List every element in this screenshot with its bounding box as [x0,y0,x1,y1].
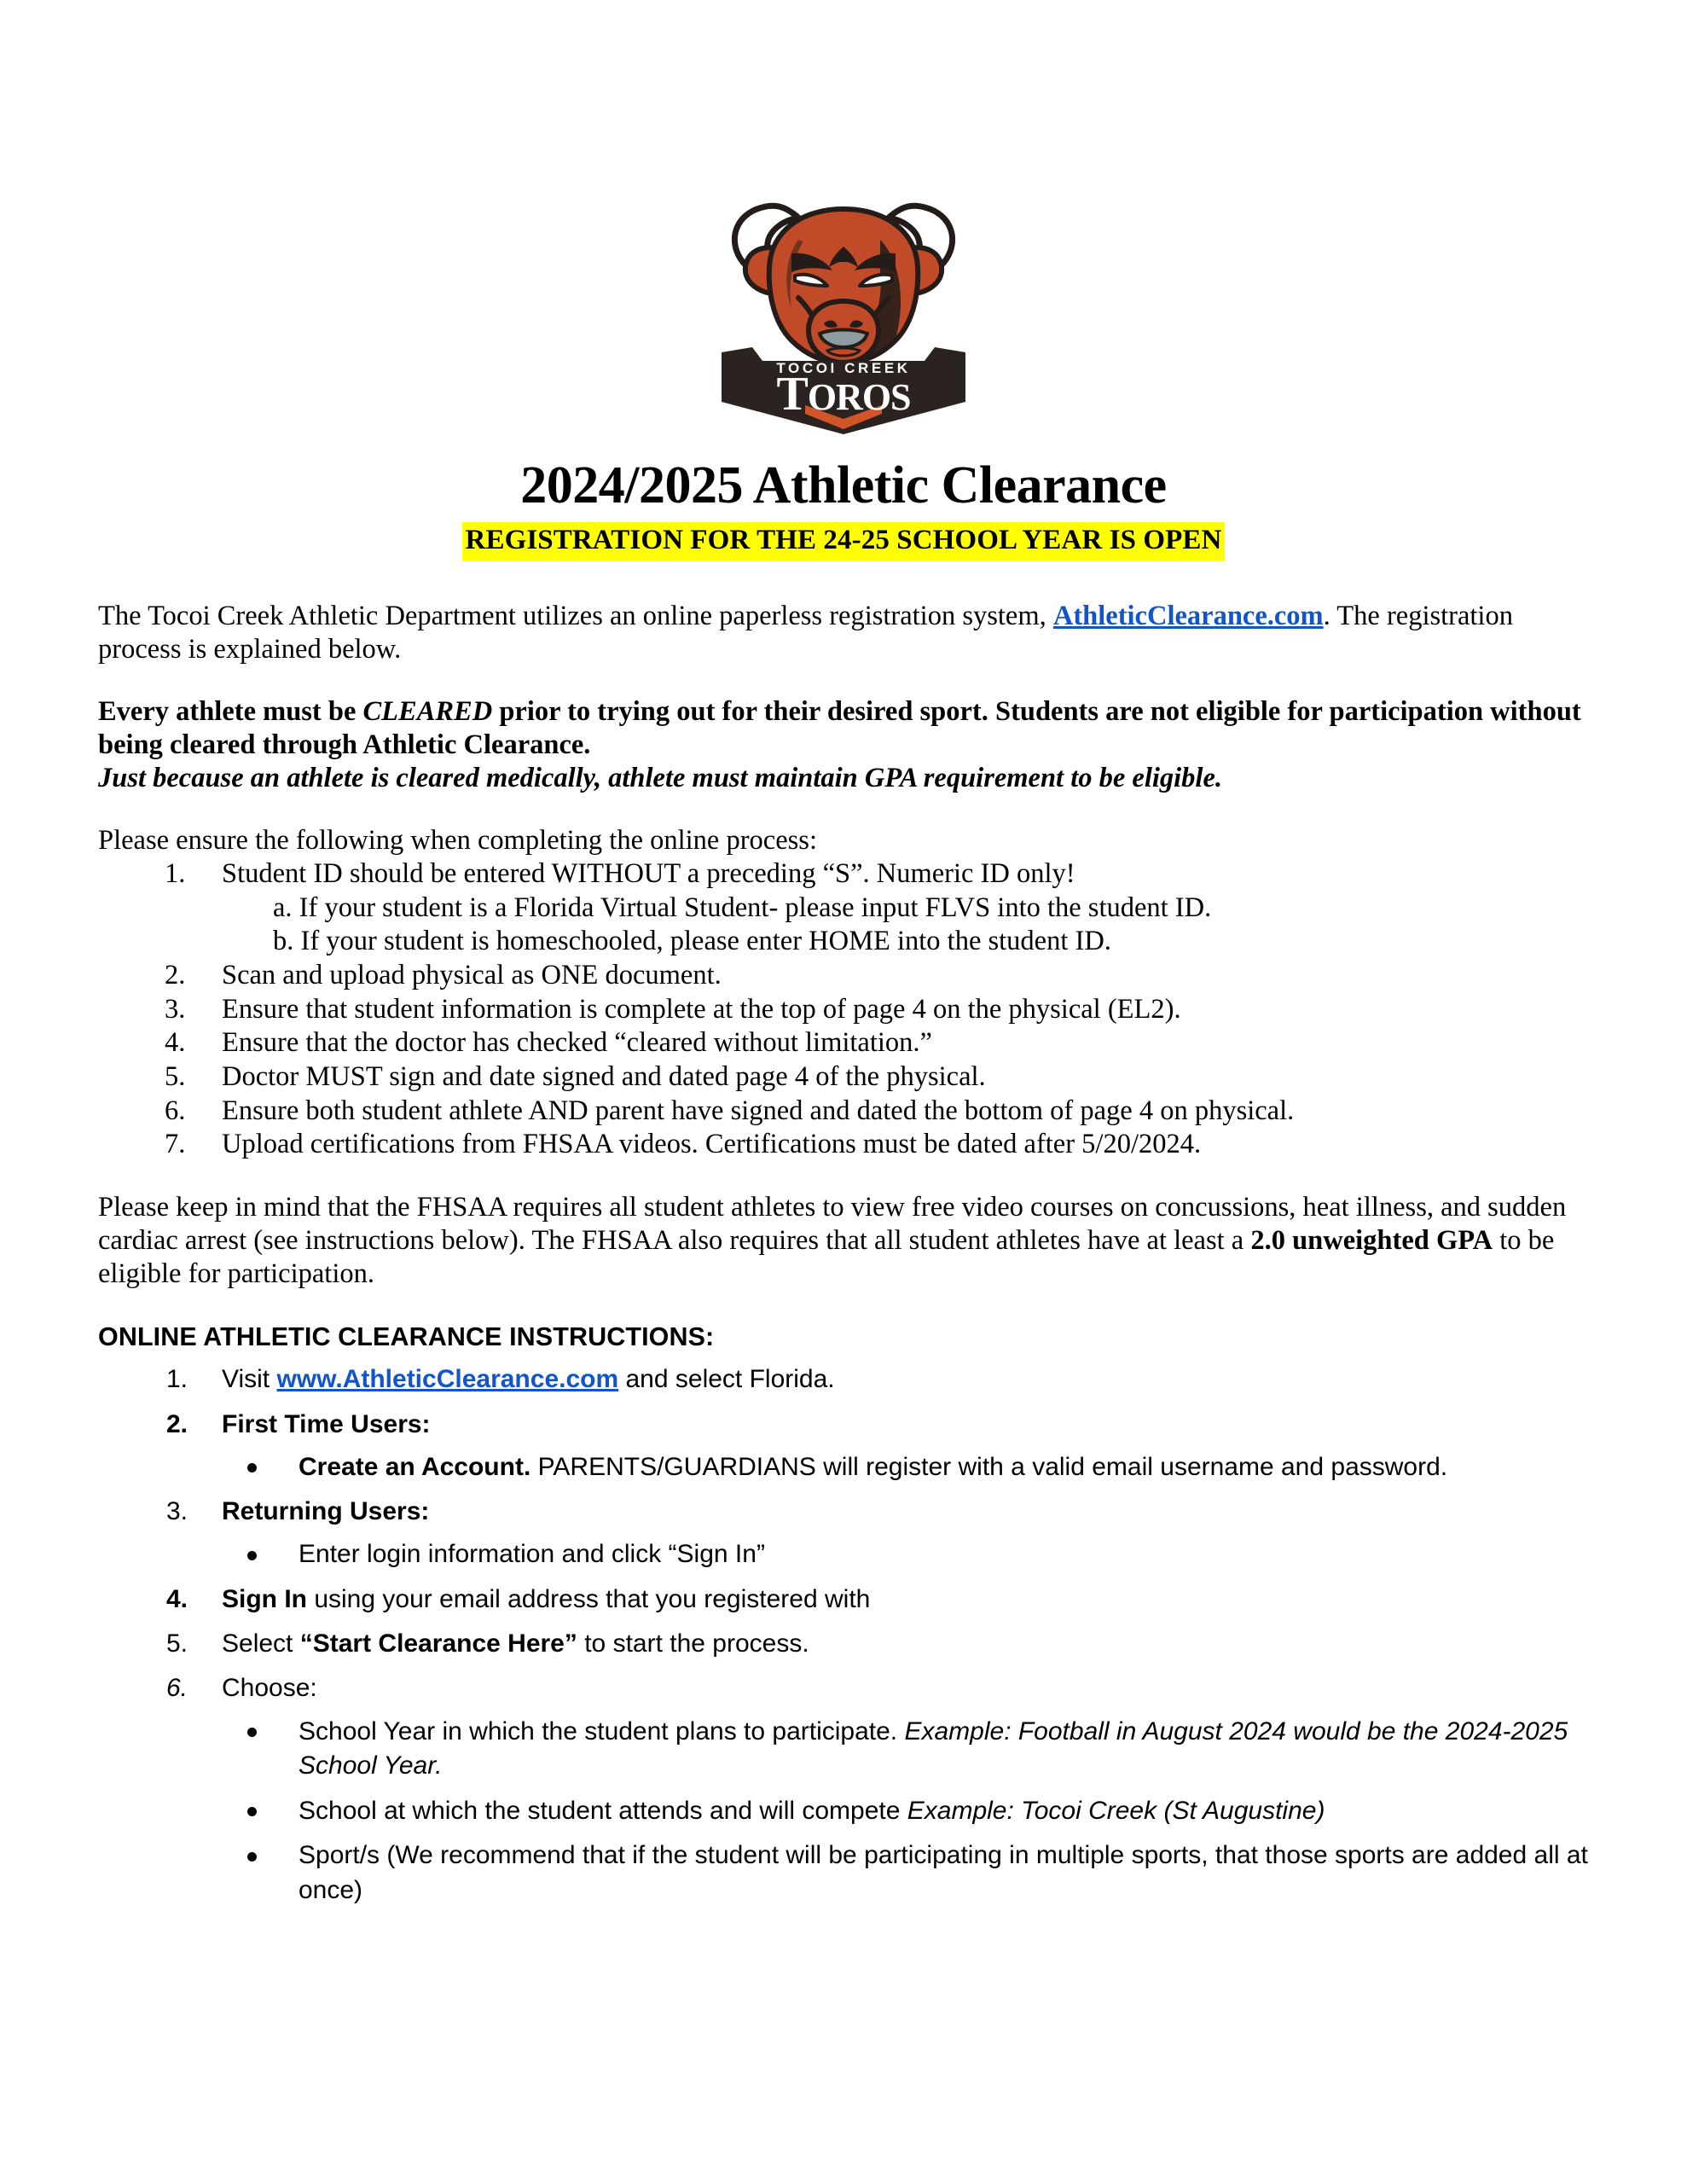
emphasis-1a: Every athlete must be [98,696,363,728]
instructions-section [98,1320,1589,1908]
checklist-num-4: 4. [165,1027,186,1059]
logo-container [98,0,1589,439]
instructions-heading: ONLINE ATHLETIC CLEARANCE INSTRUCTIONS: [98,1321,715,1351]
checklist-block [98,824,1589,1162]
athleticclearance-link[interactable]: AthleticClearance.com [1052,601,1324,632]
create-account-label: Create an Account. [299,1452,531,1481]
checklist-num-3: 3. [165,993,186,1025]
checklist-list [98,857,1589,1162]
choose-bullet-sports [222,1838,1589,1908]
instructions-num-6: 6. [166,1674,188,1703]
checklist-item-7 [98,1128,1589,1162]
checklist-subitem-b [98,925,1589,959]
logo-small-text: TOCOI CREEK [776,360,911,376]
bullet-dot-icon [247,1728,257,1737]
select-pre: Select [222,1629,300,1658]
checklist-text-7: Upload certifications from FHSAA videos. Certifications must be dated after 5/20/2024. [222,1129,1202,1160]
instructions-item-5 [98,1627,1589,1661]
school-plain: School at which the student attends and will compete [299,1796,907,1825]
intro-text-part2: . The registration process is explained below. [98,601,1513,665]
instructions-item1-post: and select Florida. [618,1365,835,1394]
enter-login-bullet [222,1537,1589,1572]
checklist-text-5: Doctor MUST sign and date signed and dated page 4 of the physical. [222,1060,986,1092]
choose-bullet-school [222,1794,1589,1829]
select-post: to start the process. [577,1629,809,1658]
checklist-num-7: 7. [165,1129,186,1160]
checklist-lead: Please ensure the following when completing the online process: [98,825,817,857]
bullet-dot-icon [247,1551,257,1560]
checklist-num-1: 1. [165,858,186,890]
start-clearance-here-label: “Start Clearance Here” [299,1629,577,1658]
first-time-users-bullets [222,1450,1589,1485]
bullet-dot-icon [247,1463,257,1472]
logo-big-text: TOROS [776,368,911,421]
choose-label: Choose: [222,1674,317,1703]
instructions-item-1 [98,1362,1589,1397]
instructions-num-5: 5. [166,1629,188,1658]
checklist-num-6: 6. [165,1095,186,1126]
fhsaa-part2: to be eligible for participation. [98,1224,1555,1289]
checklist-item-1 [98,857,1589,892]
sports-plain: Sport/s (We recommend that if the student will be participating in multiple sports, that those sports are added all at once) [299,1841,1588,1904]
emphasis-line-2: Just because an athlete is cleared medically, athlete must maintain GPA requirement to be eligible. [98,763,1222,794]
choose-bullets [222,1715,1589,1908]
instructions-item-3 [98,1495,1589,1572]
intro-text-part1: The Tocoi Creek Athletic Department utilizes an online paperless registration system, [98,601,1053,632]
page-title: 2024/2025 Athletic Clearance [520,456,1167,514]
emphasis-block [98,695,1589,795]
checklist-subitem-a-text: a. If your student is a Florida Virtual Student- please input FLVS into the student ID. [273,892,1212,923]
instructions-item-6 [98,1671,1589,1908]
emphasis-1b: prior to trying out for their desired sport. Students are not eligible for participation without being cleared through Athletic Clearance. [98,696,1581,761]
checklist-text-6: Ensure both student athlete AND parent have signed and dated the bottom of page 4 on physical. [222,1095,1295,1126]
checklist-subitem-b-text: b. If your student is homeschooled, please enter HOME into the student ID. [273,926,1111,957]
fhsaa-part1: Please keep in mind that the FHSAA requires all student athletes to view free video courses on concussions, heat illness, and sudden cardiac arrest (see instructions below). The FHSAA also requires that all student athletes have at least a [98,1191,1567,1256]
instructions-num-3: 3. [166,1497,188,1526]
create-account-bullet [222,1450,1589,1485]
sign-in-label: Sign In [222,1584,307,1613]
instructions-num-4: 4. [166,1584,188,1613]
instructions-list [98,1362,1589,1908]
tocoi-creek-toros-logo [703,158,984,439]
checklist-text-3: Ensure that student information is complete at the top of page 4 on the physical (EL2). [222,993,1181,1025]
cleared-emphasis: CLEARED [362,696,493,728]
checklist-item-3 [98,993,1589,1027]
checklist-num-2: 2. [165,959,186,990]
returning-users-label: Returning Users: [222,1497,430,1526]
fhsaa-paragraph [98,1191,1589,1291]
registration-open-banner: REGISTRATION FOR THE 24-25 SCHOOL YEAR IS OPEN [462,522,1226,561]
bullet-dot-icon [247,1852,257,1862]
checklist-text-4: Ensure that the doctor has checked “cleared without limitation.” [222,1027,932,1059]
checklist-item-2 [98,959,1589,993]
instructions-item1-pre: Visit [222,1365,277,1394]
checklist-text-1: Student ID should be entered WITHOUT a preceding “S”. Numeric ID only! [222,858,1075,890]
sign-in-rest: using your email address that you registered with [307,1584,871,1613]
intro-paragraph [98,600,1589,666]
instructions-item-2 [98,1408,1589,1485]
returning-users-bullets [222,1537,1589,1572]
instructions-num-1: 1. [166,1365,188,1394]
school-year-plain: School Year in which the student plans to participate. [299,1716,905,1745]
choose-bullet-school-year [222,1715,1589,1784]
instructions-item-4 [98,1583,1589,1617]
checklist-text-2: Scan and upload physical as ONE document. [222,959,722,990]
enter-login-text: Enter login information and click “Sign In” [299,1540,765,1569]
checklist-item-5 [98,1060,1589,1095]
checklist-num-5: 5. [165,1060,186,1092]
www-athleticclearance-link[interactable]: www.AthleticClearance.com [276,1365,619,1394]
gpa-requirement: 2.0 unweighted GPA [1250,1224,1493,1256]
create-account-rest: PARENTS/GUARDIANS will register with a valid email username and password. [530,1452,1448,1481]
checklist-item-6 [98,1095,1589,1129]
first-time-users-label: First Time Users: [222,1409,431,1438]
bullet-dot-icon [247,1807,257,1816]
bull-mascot-icon [703,158,984,439]
emphasis-line-1 [98,695,1589,762]
school-example: Example: Tocoi Creek (St Augustine) [907,1796,1325,1825]
checklist-item-4 [98,1026,1589,1060]
school-year-example: Example: Football in August 2024 would be the 2024-2025 School Year. [299,1716,1568,1780]
subtitle-row [98,522,1589,561]
instructions-num-2: 2. [166,1409,188,1438]
checklist-subitem-a [98,892,1589,926]
